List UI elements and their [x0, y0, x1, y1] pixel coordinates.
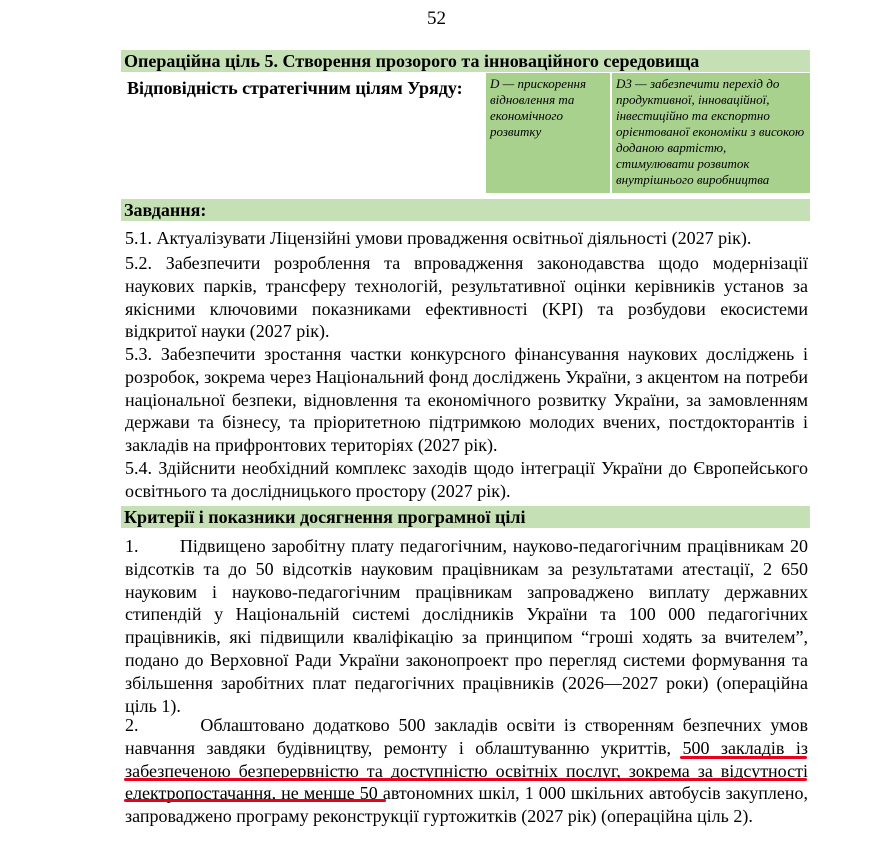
page-number: 52: [427, 8, 446, 29]
criterion-1-text: Підвищено заробітну плату педагогічним, науково-педагогічним працівникам 20 відсотків та до 50 відсотків науковим працівникам за результатами атестації, 2 650 науковим і науково-педагогічним працівникам запроваджено виплату державних стипендій у Національній системі дослідників України та 100 000 педагогічних працівників, які підвищили кваліфікацію за принципом “гроші ходять за вчителем”, подано до Верховної Ради України законопроект про перегляд системи формування та збільшення заробітних плат педагогічних працівників (2026—2027 роки) (операційна ціль 1).: [125, 536, 809, 716]
criterion-2-number: 2.: [125, 715, 139, 735]
criterion-2-text-after: , не менше 50 автономних шкіл, 1 000 шкільних автобусів закуплено, запроваджено програму реконструкції гуртожитків (2027 рік) (операційна ціль 2).: [125, 783, 808, 827]
goal-d3-cell: D3 — забезпечити перехід до продуктивної, інноваційної, інвестиційно та експортно орієнтованої економіки з високою доданою вартістю, стимулювати розвиток внутрішнього виробництва: [612, 73, 810, 193]
goal-d-cell: D — прискорення відновлення та економічного розвитку: [486, 73, 610, 193]
criterion-2-text-before: Облаштовано додатково 500 закладів освіти із створенням безпечних умов навчання завдяки будівництву, ремонту і облаштуванню укриттів,: [125, 715, 808, 758]
criteria-header: Критерії і показники досягнення програмної цілі: [121, 506, 810, 528]
tasks-header: Завдання:: [121, 199, 810, 221]
task-5-2: 5.2. Забезпечити розроблення та впровадження законодавства щодо модернізації наукових парків, трансферу технологій, результативної оцінки керівників установ за якісними ключовими показниками ефективності (KPI) та розбудови екосистеми відкритої науки (2027 рік).: [125, 253, 808, 342]
task-5-3: 5.3. Забезпечити зростання частки конкурсного фінансування наукових досліджень і розробок, зокрема через Національний фонд досліджень України, з акцентом на потреби національної безпеки, відновлення та економічного розвитку України, за замовленням держави та бізнесу, та пріоритетною підтримкою молодих вчених, постдокторантів і закладів на прифронтових територіях (2027 рік).: [125, 344, 808, 456]
criterion-1-number: 1.: [125, 536, 139, 556]
criterion-2-highlighted-text: 500 закладів із забезпеченою безперервністю та доступністю освітніх послуг, зокрема за відсутності електропостачання: [125, 737, 808, 804]
task-5-4: 5.4. Здійснити необхідний комплекс заходів щодо інтеграції України до Європейського освітнього та дослідницького простору (2027 рік).: [125, 458, 808, 501]
red-underline-2: [124, 778, 807, 781]
red-underline-1: [680, 756, 807, 759]
red-underline-3: [124, 799, 386, 802]
criterion-1: [125, 535, 808, 717]
section-title: Операційна ціль 5. Створення прозорого та інноваційного середовища: [121, 50, 810, 72]
task-5-1: 5.1. Актуалізувати Ліцензійні умови провадження освітньої діяльності (2027 рік).: [125, 228, 752, 248]
criterion-2: [125, 714, 808, 828]
alignment-label: Відповідність стратегічним цілям Уряду:: [127, 78, 463, 98]
